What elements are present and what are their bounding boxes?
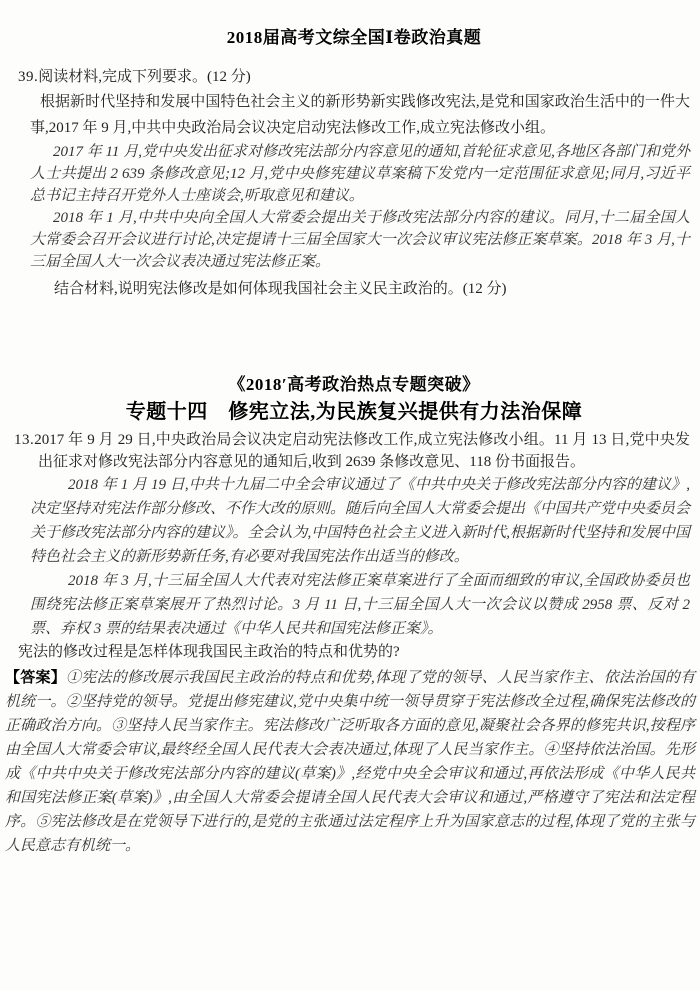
question-39-material-paragraph-2: 2017 年 11 月,党中央发出征求对修改宪法部分内容意见的通知,首轮征求意见,各地区各部门和党外人士共提出 2 639 条修改意见;12 月,党中央修宪建议草案稿下发党内一定范围征求意见;同月,习近平总书记主持召开党外人士座谈会,听取意见和建议。 [30,144,690,204]
page-title: 2018届高考文综全国Ⅰ卷政治真题 [226,28,482,47]
question-13-material-paragraph-3: 2018 年 3 月,十三届全国人大代表对宪法修正案草案进行了全面而细致的审议,全国政协委员也围绕宪法修正案草案展开了热烈讨论。3 月 11 日,十三届全国人大一次会议以赞成 2958 票、反对 2 票、弃权 3 票的结果表决通过《中华人民共和国宪法修正案》。 [30,573,690,637]
booklet-header [18,373,690,425]
question-13-paragraph-1-text: 2017 年 9 月 29 日,中央政治局会议决定启动宪法修改工作,成立宪法修改小组。11 月 13 日,党中央发出征求对修改宪法部分内容意见的通知后,收到 2639 条修改意见、118 份书面报告。 [34,432,690,470]
answer-text: ①宪法的修改展示我国民主政治的特点和优势,体现了党的领导、人民当家作主、依法治国的有机统一。②坚持党的领导。党提出修宪建议,党中央集中统一领导贯穿于宪法修改全过程,确保宪法修改的正确政治方向。③坚持人民当家作主。宪法修改广泛听取各方面的意见,凝聚社会各界的修宪共识,按程序由全国人大常委会审议,最终经全国人民代表大会表决通过,体现了人民当家作主。④坚持依法治国。先形成《中共中央关于修改宪法部分内容的建议(草案)》,经党中央全会审议和通过,再依法形成《中华人民共和国宪法修正案(草案)》,由全国人大常委会提请全国人民代表大会审议和通过,严格遵守了宪法和法定程序。⑤宪法修改是在党领导下进行的,是党的主张通过法定程序上升为国家意志的过程,体现了党的主张与人民意志有机统一。 [5,670,695,854]
question-39-intro: 阅读材料,完成下列要求。(12 分) [38,69,251,85]
question-39-material-paragraph-1: 根据新时代坚持和发展中国特色社会主义的新形势新实践修改宪法,是党和国家政治生活中的一件大事,2017 年 9 月,中共中央政治局会议决定启动宪法修改工作,成立宪法修改小组。 [30,94,690,136]
question-13-task: 宪法的修改过程是怎样体现我国民主政治的特点和优势的? [18,644,400,660]
answer-label: 【答案】 [5,670,66,686]
question-39-task: 结合材料,说明宪法修改是如何体现我国社会主义民主政治的。(12 分) [54,281,507,297]
answer-paragraph [5,666,695,858]
question-39 [18,66,690,301]
booklet-topic-title: 专题十四 修宪立法,为民族复兴提供有力法治保障 [125,401,583,423]
question-39-intro-line [18,66,690,89]
booklet-series-title: 《2018′高考政治热点专题突破》 [228,375,480,394]
question-13-material-paragraph-2: 2018 年 1 月 19 日,中共十九届二中全会审议通过了《中共中央关于修改宪法部分内容的建议》,决定坚持对宪法作部分修改、不作大改的原则。随后向全国人大常委会提出《中国共产党中央委员会关于修改宪法部分内容的建议》。全会认为,中国特色社会主义进入新时代,根据新时代坚持和发展中国特色社会主义的新形势新任务,有必要对我国宪法作出适当的修改。 [30,477,691,565]
question-13-number: 13. [14,432,35,448]
question-39-material-paragraph-3: 2018 年 1 月,中共中央向全国人大常委会提出关于修改宪法部分内容的建议。同月,十二届全国人大常委会召开会议进行讨论,决定提请十三届全国家大一次会议审议宪法修正案草案。2018 年 3 月,十三届全国人大一次会议表决通过宪法修正案。 [30,210,690,270]
question-13 [14,429,691,664]
question-39-number: 39. [18,69,39,85]
question-13-paragraph-1 [14,429,690,473]
answer-section [5,666,695,858]
